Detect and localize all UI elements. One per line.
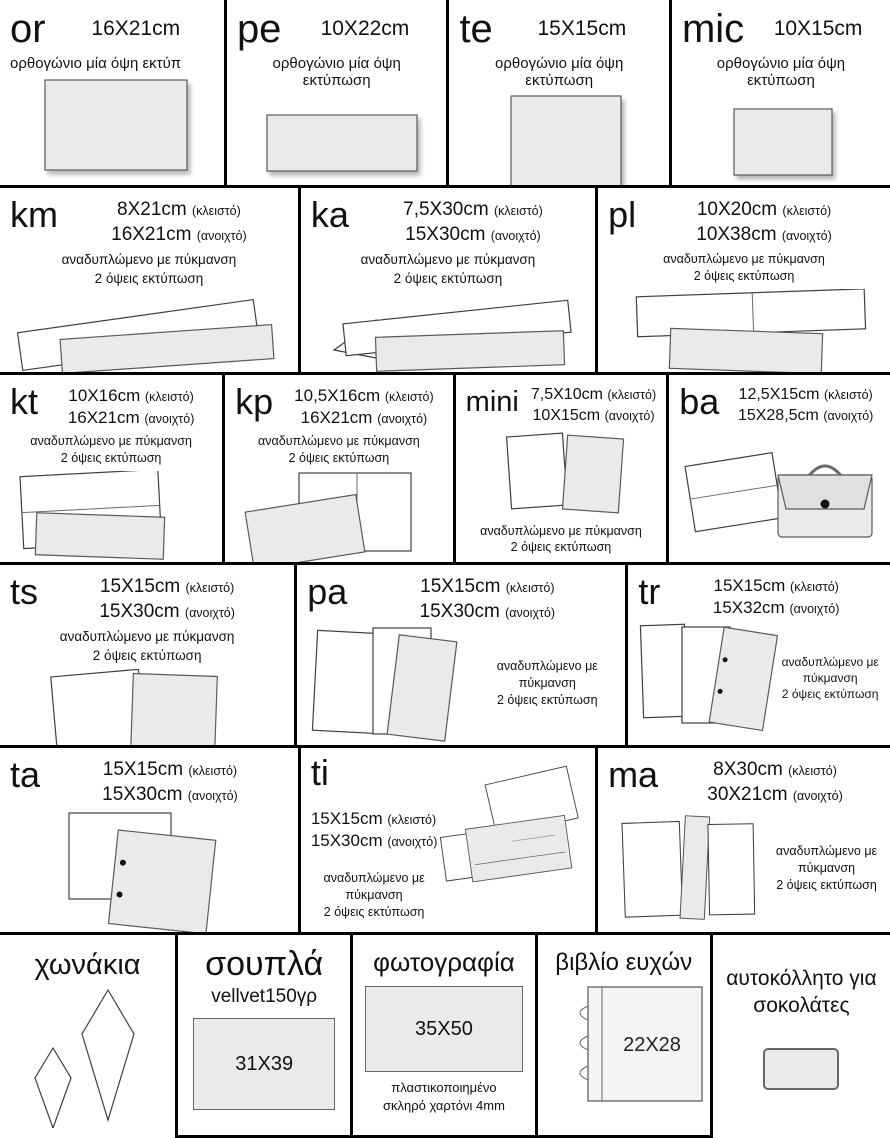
- format-sizes: [70, 196, 288, 247]
- cell-mic: [672, 0, 890, 185]
- sides-text: 2 όψεις εκτύπωση: [776, 877, 877, 892]
- closed-note: (κλειστό): [493, 204, 543, 218]
- cell-kt: [0, 375, 225, 562]
- closed-size: 15X15cm: [102, 759, 184, 780]
- cell-header: [235, 383, 443, 429]
- open-note: (ανοιχτό): [792, 788, 843, 803]
- closed-note: (κλειστό): [192, 204, 241, 218]
- product-title: φωτογραφία: [373, 947, 515, 977]
- format-code: mic: [681, 7, 745, 51]
- open-note: (ανοιχτό): [604, 408, 655, 423]
- open-size: 10X38cm: [696, 223, 777, 245]
- closed-size: 7,5X10cm: [530, 386, 603, 403]
- format-code: km: [10, 194, 58, 235]
- cone-shapes: [13, 986, 163, 1128]
- folded-card-diagram-km: [13, 292, 285, 372]
- cell-mini: [456, 375, 670, 562]
- closed-note: (κλειστό): [185, 581, 235, 595]
- open-note: (ανοιχτό): [387, 834, 438, 849]
- cell-soupla: [178, 935, 353, 1138]
- photo-size: 35X50: [415, 1017, 473, 1040]
- format-code: tr: [638, 571, 661, 612]
- format-code: kt: [10, 381, 39, 422]
- format-code: pa: [307, 571, 348, 612]
- cell-wishbook: [538, 935, 713, 1138]
- photo-note-line2: σκληρό χαρτόνι 4mm: [382, 1097, 505, 1113]
- format-sizes: [361, 196, 585, 247]
- format-code: ka: [310, 194, 349, 235]
- fold-text: αναδυπλώμενο με πύκμανση: [496, 659, 598, 690]
- open-note: (ανοιχτό): [789, 602, 840, 617]
- product-title: χωνάκια: [34, 949, 141, 981]
- sides-text: 2 όψεις εκτύπωση: [92, 647, 202, 663]
- trifold-diagram-tr: [638, 619, 780, 737]
- cell-header: [10, 573, 284, 624]
- print-description: ορθογώνιο μία όψη εκτύπωση: [716, 55, 846, 89]
- format-code: kp: [235, 381, 274, 422]
- open-size: 10X15cm: [532, 406, 601, 424]
- closed-note: (κλειστό): [782, 204, 832, 218]
- fold-text: αναδυπλώμενο με πύκμανση: [360, 252, 536, 268]
- open-note: (ανοιχτό): [187, 788, 238, 803]
- cell-ma: [598, 748, 890, 932]
- cell-ts: [0, 565, 297, 745]
- cell-header: [459, 8, 659, 50]
- fold-text: αναδυπλώμενο με πύκμανση: [663, 252, 825, 267]
- fold-note: [235, 433, 443, 467]
- sides-text: 2 όψεις εκτύπωση: [510, 540, 612, 555]
- open-note: (ανοιχτό): [184, 605, 235, 620]
- fold-text: αναδυπλώμενο με πύκμανση: [323, 870, 425, 902]
- product-title: αυτοκόλλητο για σοκολάτες: [726, 967, 877, 1018]
- fold-text: αναδυπλώμενο με πύκμανση: [258, 434, 420, 449]
- closed-size: 15X15cm: [713, 576, 786, 595]
- open-note: (ανοιχτό): [505, 605, 556, 620]
- material-note: vellvet150γρ: [211, 986, 318, 1007]
- format-sizes: [50, 573, 284, 624]
- open-size: 16X21cm: [67, 408, 140, 428]
- photo-shape: [365, 986, 523, 1072]
- cell-tr: [628, 565, 890, 745]
- format-sizes: [670, 756, 880, 807]
- bag-diagram-ba: [680, 431, 880, 553]
- format-size: 10X15cm: [773, 17, 863, 40]
- sticker-shape: [763, 1048, 839, 1090]
- cell-or: [0, 0, 227, 185]
- fold-note: [10, 628, 284, 664]
- cell-ta: [0, 748, 301, 932]
- open-note: (ανοιχτό): [144, 412, 195, 427]
- closed-size: 15X15cm: [99, 576, 181, 597]
- format-sizes: [672, 573, 880, 619]
- fold-note: [479, 658, 615, 709]
- fold-note: [311, 870, 438, 921]
- closed-note: (κλειστό): [188, 764, 238, 778]
- open-size: 15X30cm: [419, 600, 500, 622]
- photo-note: [363, 1079, 524, 1114]
- cell-pe: [227, 0, 450, 185]
- open-size: 15X30cm: [405, 223, 486, 245]
- format-code: pl: [608, 194, 637, 235]
- closed-size: 12,5X15cm: [738, 386, 820, 403]
- format-sizes: [731, 383, 880, 427]
- sides-text: 2 όψεις εκτύπωση: [496, 692, 598, 707]
- trifold-diagram-pa: [307, 624, 479, 742]
- fold-text: αναδυπλώμενο με πύκμανση: [61, 252, 237, 268]
- folded-card-diagram-kp: [241, 471, 436, 562]
- fold-text: αναδυπλώμενο με πύκμανση: [781, 654, 879, 686]
- fold-note: [10, 251, 288, 287]
- closed-size: 10,5X16cm: [294, 386, 381, 405]
- row-6: [0, 935, 890, 1138]
- soupla-size: 31X39: [235, 1052, 294, 1075]
- sides-text: 2 όψεις εκτύπωση: [60, 451, 162, 466]
- cell-kp: [225, 375, 456, 562]
- closed-size: 10X20cm: [696, 199, 778, 220]
- flat-card-diagram-te: [459, 93, 669, 185]
- cell-header: [10, 756, 288, 807]
- open-size: 16X21cm: [111, 223, 192, 245]
- fold-note: [780, 654, 880, 703]
- fold-text: αναδυπλώμενο με πύκμανση: [480, 523, 642, 538]
- sides-text: 2 όψεις εκτύπωση: [781, 687, 879, 702]
- cell-te: [449, 0, 672, 185]
- format-size: 10X22cm: [320, 17, 410, 40]
- print-description: ορθογώνιο μία όψη εκτύπωση: [272, 55, 401, 89]
- open-size: 15X32cm: [712, 598, 785, 618]
- format-sizes: [50, 383, 212, 429]
- format-code: ta: [10, 754, 41, 795]
- folded-card-diagram-ta: [41, 811, 256, 932]
- closed-size: 7,5X30cm: [403, 199, 489, 220]
- cell-header: [608, 196, 880, 247]
- fold-note: [10, 433, 212, 467]
- fold-note: [608, 251, 880, 285]
- open-note: (ανοιχτό): [196, 228, 247, 243]
- row-2: [0, 188, 890, 375]
- print-description: ορθογώνιο μία όψη εκτύπωση: [495, 55, 624, 89]
- fold-note: [466, 523, 657, 557]
- wishbook-diagram: [548, 981, 708, 1109]
- cell-header: [10, 8, 214, 50]
- row-3: [0, 375, 890, 565]
- gatefold-diagram-ma: [608, 807, 773, 929]
- closed-note: (κλειστό): [607, 388, 657, 402]
- closed-note: (κλειστό): [144, 390, 194, 404]
- fold-note: [773, 843, 880, 894]
- cell-header: [466, 383, 657, 427]
- closed-note: (κλειστό): [384, 390, 434, 404]
- soupla-shape: [193, 1018, 335, 1110]
- open-size: 16X21cm: [300, 408, 373, 428]
- cell-header: [682, 8, 880, 50]
- format-sizes: [648, 196, 880, 247]
- closed-note: (κλειστό): [387, 812, 437, 827]
- sides-text: 2 όψεις εκτύπωση: [94, 270, 204, 286]
- cell-ba: [669, 375, 890, 562]
- format-code: ba: [679, 381, 720, 422]
- format-sizes: [285, 383, 442, 429]
- format-sizes: [531, 383, 656, 427]
- open-note: (ανοιχτό): [781, 228, 832, 243]
- closed-size: 10X16cm: [68, 386, 141, 405]
- flat-card-diagram-pe: [237, 93, 447, 185]
- folded-card-diagram-ka: [314, 292, 582, 372]
- row-5: [0, 748, 890, 935]
- open-size: 15X30cm: [102, 783, 183, 805]
- cell-header: [237, 8, 437, 50]
- format-code: te: [459, 7, 493, 51]
- format-sizes: [52, 756, 288, 807]
- cell-photo: [353, 935, 537, 1138]
- cell-sticker: [713, 935, 890, 1138]
- flat-card-diagram-or: [10, 76, 220, 178]
- wishbook-size: 22X28: [622, 1034, 681, 1056]
- folded-card-diagram-mini: [471, 431, 651, 519]
- format-code: or: [10, 7, 46, 51]
- cell-pl: [598, 188, 890, 372]
- cell-header: [311, 196, 585, 247]
- row-4: [0, 565, 890, 748]
- open-note: (ανοιχτό): [823, 408, 874, 423]
- open-size: 15X28,5cm: [737, 406, 819, 424]
- fold-text: αναδυπλώμενο με πύκμανση: [30, 434, 192, 449]
- open-note: (ανοιχτό): [377, 412, 428, 427]
- cell-header: [10, 196, 288, 247]
- open-size: 30X21cm: [707, 783, 788, 805]
- format-code: ts: [10, 571, 39, 612]
- closed-note: (κλειστό): [823, 388, 873, 402]
- product-title: βιβλίο ευχών: [555, 949, 693, 976]
- folded-card-diagram-ti: [437, 754, 585, 914]
- sides-text: 2 όψεις εκτύπωση: [288, 451, 390, 466]
- sides-text: 2 όψεις εκτύπωση: [323, 904, 425, 919]
- folded-card-diagram-pl: [615, 289, 873, 372]
- format-sizes: [359, 573, 615, 624]
- format-size: 15X15cm: [537, 17, 627, 40]
- fold-text: αναδυπλώμενο με πύκμανση: [775, 844, 878, 875]
- format-code: mini: [465, 386, 519, 418]
- cell-pa: [297, 565, 628, 745]
- cell-ka: [301, 188, 598, 372]
- cell-header: [638, 573, 880, 619]
- open-note: (ανοιχτό): [490, 228, 541, 243]
- cell-header: [10, 383, 212, 429]
- closed-size: 8X30cm: [713, 759, 783, 780]
- open-size: 15X30cm: [310, 830, 383, 850]
- fold-note: [311, 251, 585, 287]
- row-1: [0, 0, 890, 188]
- open-size: 15X30cm: [99, 600, 180, 622]
- cell-xonakia: [0, 935, 178, 1138]
- flat-card-diagram-mic: [682, 93, 882, 185]
- cell-header: [679, 383, 880, 427]
- format-size: 16X21cm: [91, 17, 181, 40]
- closed-note: (κλειστό): [788, 764, 837, 778]
- cell-km: [0, 188, 301, 372]
- sides-text: 2 όψεις εκτύπωση: [693, 269, 795, 284]
- closed-note: (κλειστό): [790, 580, 839, 594]
- product-title: σουπλά: [205, 945, 324, 983]
- format-code: ti: [310, 752, 329, 793]
- folded-card-diagram-ts: [22, 669, 272, 745]
- closed-size: 15X15cm: [420, 576, 501, 597]
- photo-note-line1: πλαστικοποιημένο: [391, 1080, 497, 1095]
- print-description: ορθογώνιο μία όψη εκτύπ: [10, 55, 182, 72]
- cell-header: [307, 573, 615, 624]
- closed-size: 15X15cm: [310, 808, 383, 828]
- format-code: ma: [608, 754, 659, 795]
- closed-size: 8X21cm: [117, 199, 187, 220]
- closed-note: (κλειστό): [505, 581, 555, 595]
- cell-ti: [301, 748, 598, 932]
- sides-text: 2 όψεις εκτύπωση: [393, 270, 503, 286]
- format-code: pe: [236, 7, 282, 51]
- fold-text: αναδυπλώμενο με πύκμανση: [59, 629, 235, 645]
- cell-header: [608, 756, 880, 807]
- folded-card-diagram-kt: [16, 471, 206, 561]
